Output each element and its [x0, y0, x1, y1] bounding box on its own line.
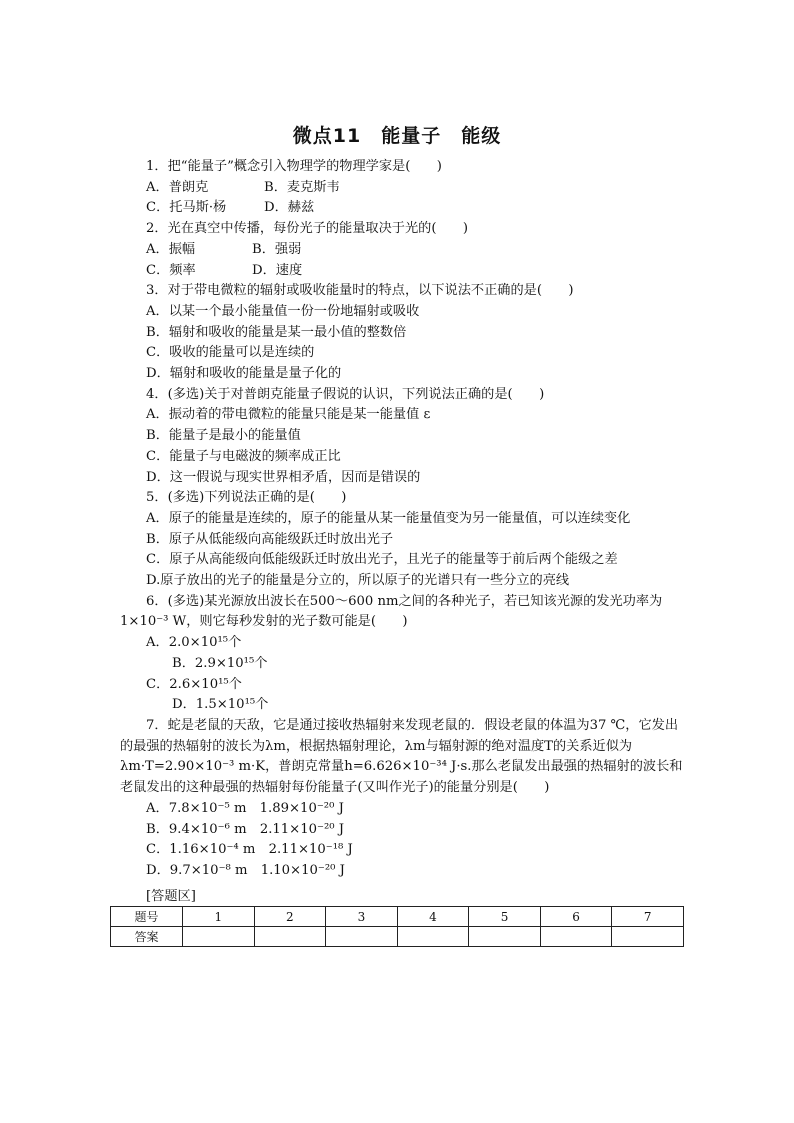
question-7-stem: 7．蛇是老鼠的天敌，它是通过接收热辐射来发现老鼠的．假设老鼠的体温为37 ℃，它发出的最强的热辐射的波长为λm，根据热辐射理论，λm与辐射源的绝对温度T的关系近似为λm·T=2.90×10⁻³ m·K，普朗克常量h=6.626×10⁻³⁴ J·s.那么老鼠发出最强的热辐射的波长和老鼠发出的这种最强的热辐射每份能量子(又叫作光子)的能量分别是( ): [120, 717, 683, 796]
answer-table: [110, 906, 684, 947]
answer-cell[interactable]: [540, 927, 612, 947]
page-title: 微点11 能量子 能级: [292, 125, 502, 147]
answer-cell[interactable]: [397, 927, 469, 947]
answer-table-answer-header: 答案: [111, 927, 183, 947]
question-2-option-b: B．强弱: [252, 241, 302, 257]
question-3-stem: 3．对于带电微粒的辐射或吸收能量时的特点，以下说法不正确的是( ): [146, 283, 574, 299]
question-5-stem: 5．(多选)下列说法正确的是( ): [146, 490, 347, 506]
question-1-option-a: A．普朗克: [146, 179, 209, 195]
answer-cell[interactable]: [254, 927, 326, 947]
question-7-option-b: B．9.4×10⁻⁶ m 2.11×10⁻²⁰ J: [146, 821, 345, 837]
question-4-stem: 4．(多选)关于对普朗克能量子假说的认识，下列说法正确的是( ): [146, 386, 545, 402]
answer-table-number: 5: [469, 907, 541, 927]
question-3-option-a: A．以某一个最小能量值一份一份地辐射或吸收: [146, 303, 420, 319]
question-6-option-d: D．1.5×10¹⁵个: [172, 697, 269, 713]
question-1-option-c: C．托马斯·杨: [146, 200, 227, 216]
question-4-option-b: B．能量子是最小的能量值: [146, 428, 301, 444]
question-4-option-c: C．能量子与电磁波的频率成正比: [146, 448, 341, 464]
answer-area-label: [答题区]: [146, 889, 196, 904]
question-7-option-c: C．1.16×10⁻⁴ m 2.11×10⁻¹⁸ J: [146, 842, 353, 858]
answer-table-number: 2: [254, 907, 326, 927]
answer-table-number-header: 题号: [111, 907, 183, 927]
question-3-option-d: D．辐射和吸收的能量是量子化的: [146, 366, 342, 382]
question-6-option-b: B．2.9×10¹⁵个: [172, 655, 268, 671]
answer-cell[interactable]: [326, 927, 398, 947]
question-3-option-c: C．吸收的能量可以是连续的: [146, 345, 315, 361]
answer-table-number: 6: [540, 907, 612, 927]
question-5-option-b: B．原子从低能级向高能级跃迁时放出光子: [146, 531, 394, 547]
question-5-option-c: C．原子从高能级向低能级跃迁时放出光子，且光子的能量等于前后两个能级之差: [146, 552, 618, 568]
question-7-option-a: A．7.8×10⁻⁵ m 1.89×10⁻²⁰ J: [146, 800, 344, 816]
question-2-option-c: C．频率: [146, 262, 196, 278]
answer-cell[interactable]: [612, 927, 684, 947]
question-6-option-a: A．2.0×10¹⁵个: [146, 635, 242, 651]
question-5-option-d: D.原子放出的光子的能量是分立的，所以原子的光谱只有一些分立的亮线: [146, 573, 570, 589]
answer-table-number: 1: [183, 907, 255, 927]
answer-cell[interactable]: [183, 927, 255, 947]
question-4-option-d: D．这一假说与现实世界相矛盾，因而是错误的: [146, 469, 421, 485]
question-2-stem: 2．光在真空中传播，每份光子的能量取决于光的( ): [146, 221, 468, 237]
question-6-option-c: C．2.6×10¹⁵个: [146, 676, 242, 692]
answer-table-number: 7: [612, 907, 684, 927]
question-list: [120, 157, 686, 882]
question-5-option-a: A．原子的能量是连续的，原子的能量从某一能量值变为另一能量值，可以连续变化: [146, 510, 631, 526]
answer-table-number-row: [111, 907, 684, 927]
answer-table-number: 3: [326, 907, 398, 927]
question-1-stem: 1．把“能量子”概念引入物理学的物理学家是( ): [146, 159, 442, 174]
question-1-option-d: D．赫兹: [264, 200, 315, 216]
question-1-option-b: B．麦克斯韦: [264, 179, 340, 195]
answer-table-number: 4: [397, 907, 469, 927]
question-2-option-d: D．速度: [252, 262, 303, 278]
question-7-option-d: D．9.7×10⁻⁸ m 1.10×10⁻²⁰ J: [146, 862, 345, 878]
question-6-stem: 6．(多选)某光源放出波长在500～600 nm之间的各种光子，若已知该光源的发光功率为1×10⁻³ W，则它每秒发射的光子数可能是( ): [120, 593, 663, 630]
answer-cell[interactable]: [469, 927, 541, 947]
question-3-option-b: B．辐射和吸收的能量是某一最小值的整数倍: [146, 324, 407, 340]
question-4-option-a: A．振动着的带电微粒的能量只能是某一能量值 ε: [146, 407, 431, 423]
question-2-option-a: A．振幅: [146, 241, 196, 257]
answer-table-answer-row: [111, 927, 684, 947]
